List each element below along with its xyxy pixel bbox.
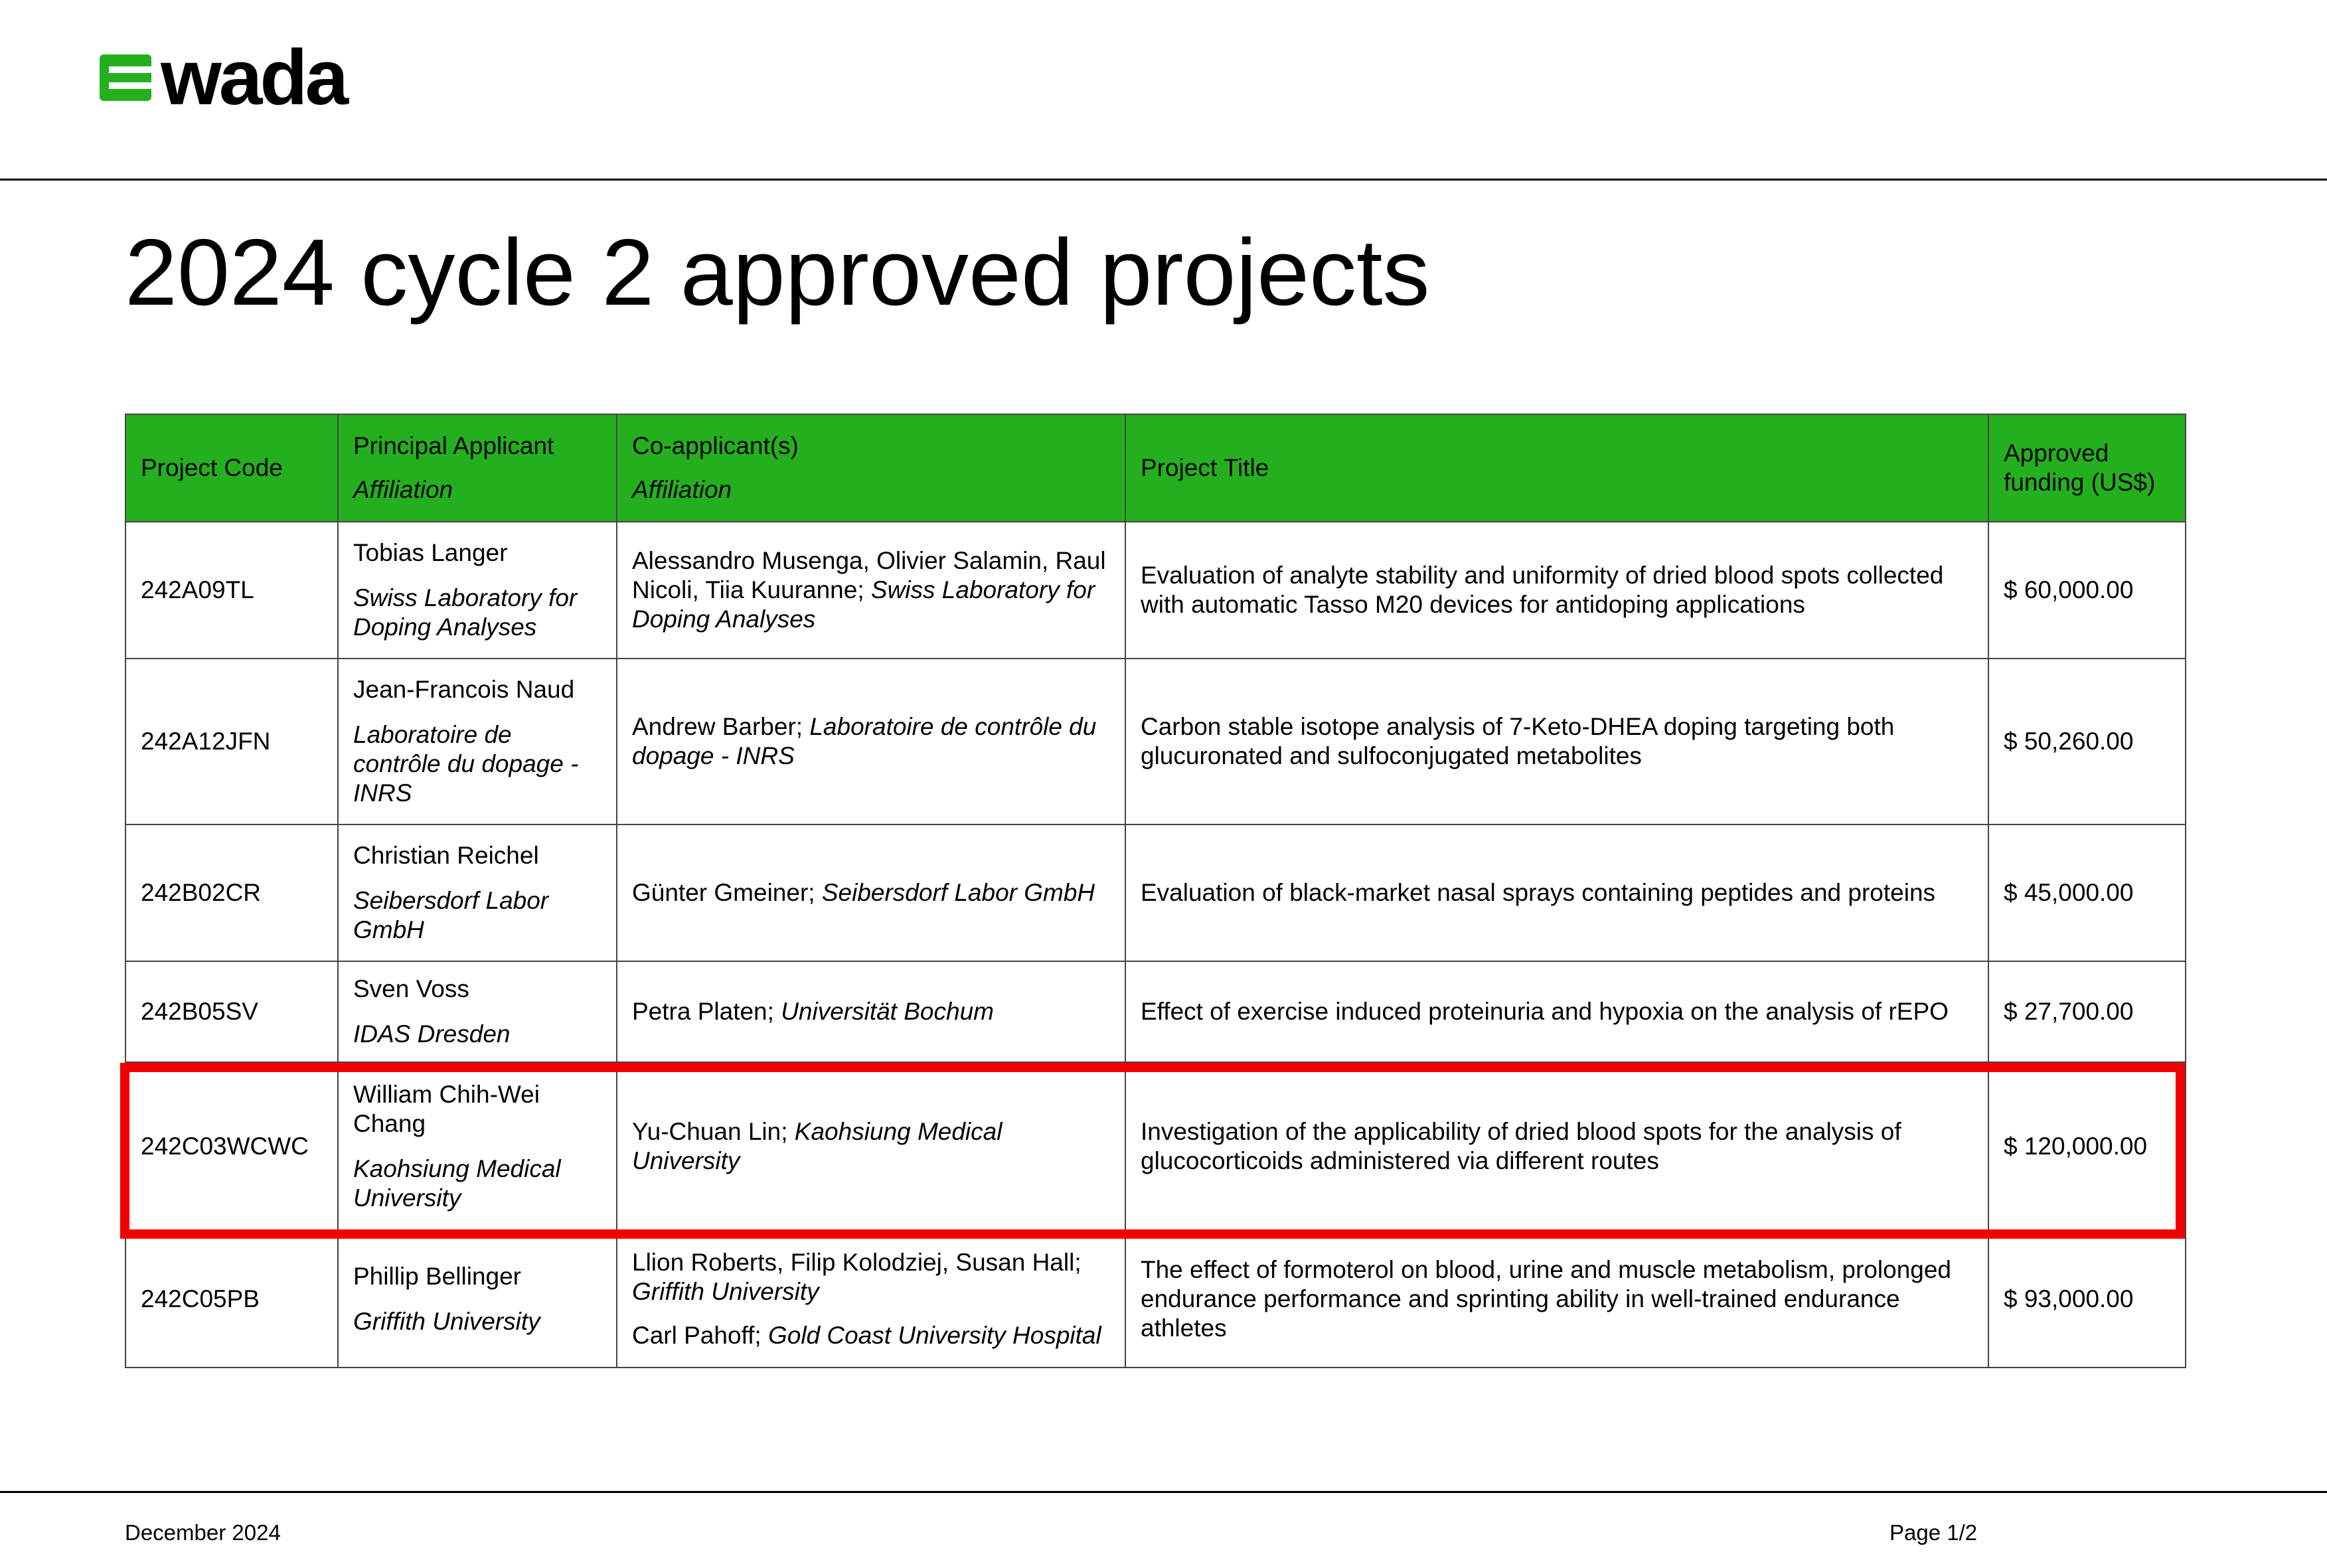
header-project-code: Project Code [125,414,338,522]
project-title: Evaluation of analyte stability and uniformity of dried blood spots collected with automatic Tasso M20 devices for antidoping applications [1125,522,1988,659]
project-title: Investigation of the applicability of dried blood spots for the analysis of glucocorticoids administered via different routes [1125,1062,1988,1231]
applicant-affiliation: Swiss Laboratory for Doping Analyses [353,584,578,641]
table-row [125,522,2186,659]
project-code: 242B05SV [125,961,338,1062]
co-applicant-names: Carl Pahoff; [632,1322,768,1349]
approved-funding: $ 50,260.00 [1988,659,2186,824]
header-principal-label: Principal Applicant [353,432,554,459]
approved-funding: $ 60,000.00 [1988,522,2186,659]
approved-funding: $ 120,000.00 [1988,1062,2186,1231]
header-principal-applicant [338,414,617,522]
applicant-name: Jean-Francois Naud [353,676,575,703]
principal-applicant [338,824,617,961]
co-applicant-affiliation: Universität Bochum [781,998,994,1025]
table-header-row [125,414,2186,522]
co-applicant-affiliation: Seibersdorf Labor GmbH [821,879,1095,906]
co-applicant-names: Petra Platen; [632,998,781,1025]
applicant-affiliation: Seibersdorf Labor GmbH [353,887,549,943]
footer-date: December 2024 [125,1520,281,1545]
co-applicant-names: Yu-Chuan Lin; [632,1118,795,1145]
wada-logo-mark-icon [100,54,151,101]
principal-applicant [338,659,617,824]
project-title: Evaluation of black-market nasal sprays containing peptides and proteins [1125,824,1988,961]
project-title: Carbon stable isotope analysis of 7-Keto-DHEA doping targeting both glucuronated and sulfoconjugated metabolites [1125,659,1988,824]
co-applicant-names: Alessandro Musenga, Olivier Salamin, Raul Nicoli, Tiia Kuuranne; [632,547,1106,603]
principal-applicant [338,522,617,659]
table-row [125,961,2186,1062]
header-co-affiliation: Affiliation [632,476,732,503]
co-applicant-affiliation: Laboratoire de contrôle du dopage - INRS [632,713,1097,769]
project-code: 242A12JFN [125,659,338,824]
co-applicant-affiliation: Gold Coast University Hospital [767,1322,1101,1349]
applicant-name: Sven Voss [353,975,469,1002]
table-row [125,1231,2186,1368]
page-title: 2024 cycle 2 approved projects [125,220,1430,325]
principal-applicant [338,1062,617,1231]
logo-text: wada [161,34,347,121]
applicant-name: Tobias Langer [353,539,508,566]
co-applicants [617,824,1125,961]
co-applicants [617,961,1125,1062]
co-applicant-names: Llion Roberts, Filip Kolodziej, Susan Hall; [632,1249,1082,1276]
co-applicant-names: Günter Gmeiner; [632,879,822,906]
project-code: 242C05PB [125,1231,338,1368]
table-row [125,824,2186,961]
header-principal-affiliation: Affiliation [353,476,453,503]
header-approved-funding: Approved funding (US$) [1988,414,2186,522]
applicant-name: Phillip Bellinger [353,1263,521,1290]
co-applicant-affiliation: Griffith University [632,1278,819,1305]
footer-divider [0,1491,2327,1493]
project-code: 242B02CR [125,824,338,961]
footer-page-number: Page 1/2 [1889,1520,1978,1545]
header-project-title: Project Title [1125,414,1988,522]
header-divider [0,179,2327,181]
table-row-highlighted [125,1062,2186,1231]
principal-applicant [338,1231,617,1368]
applicant-affiliation: Laboratoire de contrôle du dopage - INRS [353,721,579,807]
projects-table [125,414,2186,1368]
co-applicants [617,659,1125,824]
co-applicants [617,522,1125,659]
co-applicant-affiliation: Kaohsiung Medical University [632,1118,1003,1174]
project-title: The effect of formoterol on blood, urine and muscle metabolism, prolonged endurance performance and sprinting ability in well-trained endurance athletes [1125,1231,1988,1368]
co-applicant-names: Andrew Barber; [632,713,810,740]
approved-funding: $ 93,000.00 [1988,1231,2186,1368]
co-applicants [617,1062,1125,1231]
applicant-affiliation: IDAS Dresden [353,1020,511,1048]
applicant-affiliation: Kaohsiung Medical University [353,1155,561,1212]
applicant-name: William Chih-Wei Chang [353,1081,540,1137]
co-applicants [617,1231,1125,1368]
header-co-label: Co-applicant(s) [632,432,799,459]
project-title: Effect of exercise induced proteinuria and hypoxia on the analysis of rEPO [1125,961,1988,1062]
table-row [125,659,2186,824]
approved-funding: $ 45,000.00 [1988,824,2186,961]
co-applicant-affiliation: Swiss Laboratory for Doping Analyses [632,576,1095,633]
wada-logo [100,34,347,121]
header-co-applicants [617,414,1125,522]
project-code: 242A09TL [125,522,338,659]
principal-applicant [338,961,617,1062]
approved-funding: $ 27,700.00 [1988,961,2186,1062]
project-code: 242C03WCWC [125,1062,338,1231]
applicant-affiliation: Griffith University [353,1308,540,1335]
applicant-name: Christian Reichel [353,842,539,869]
